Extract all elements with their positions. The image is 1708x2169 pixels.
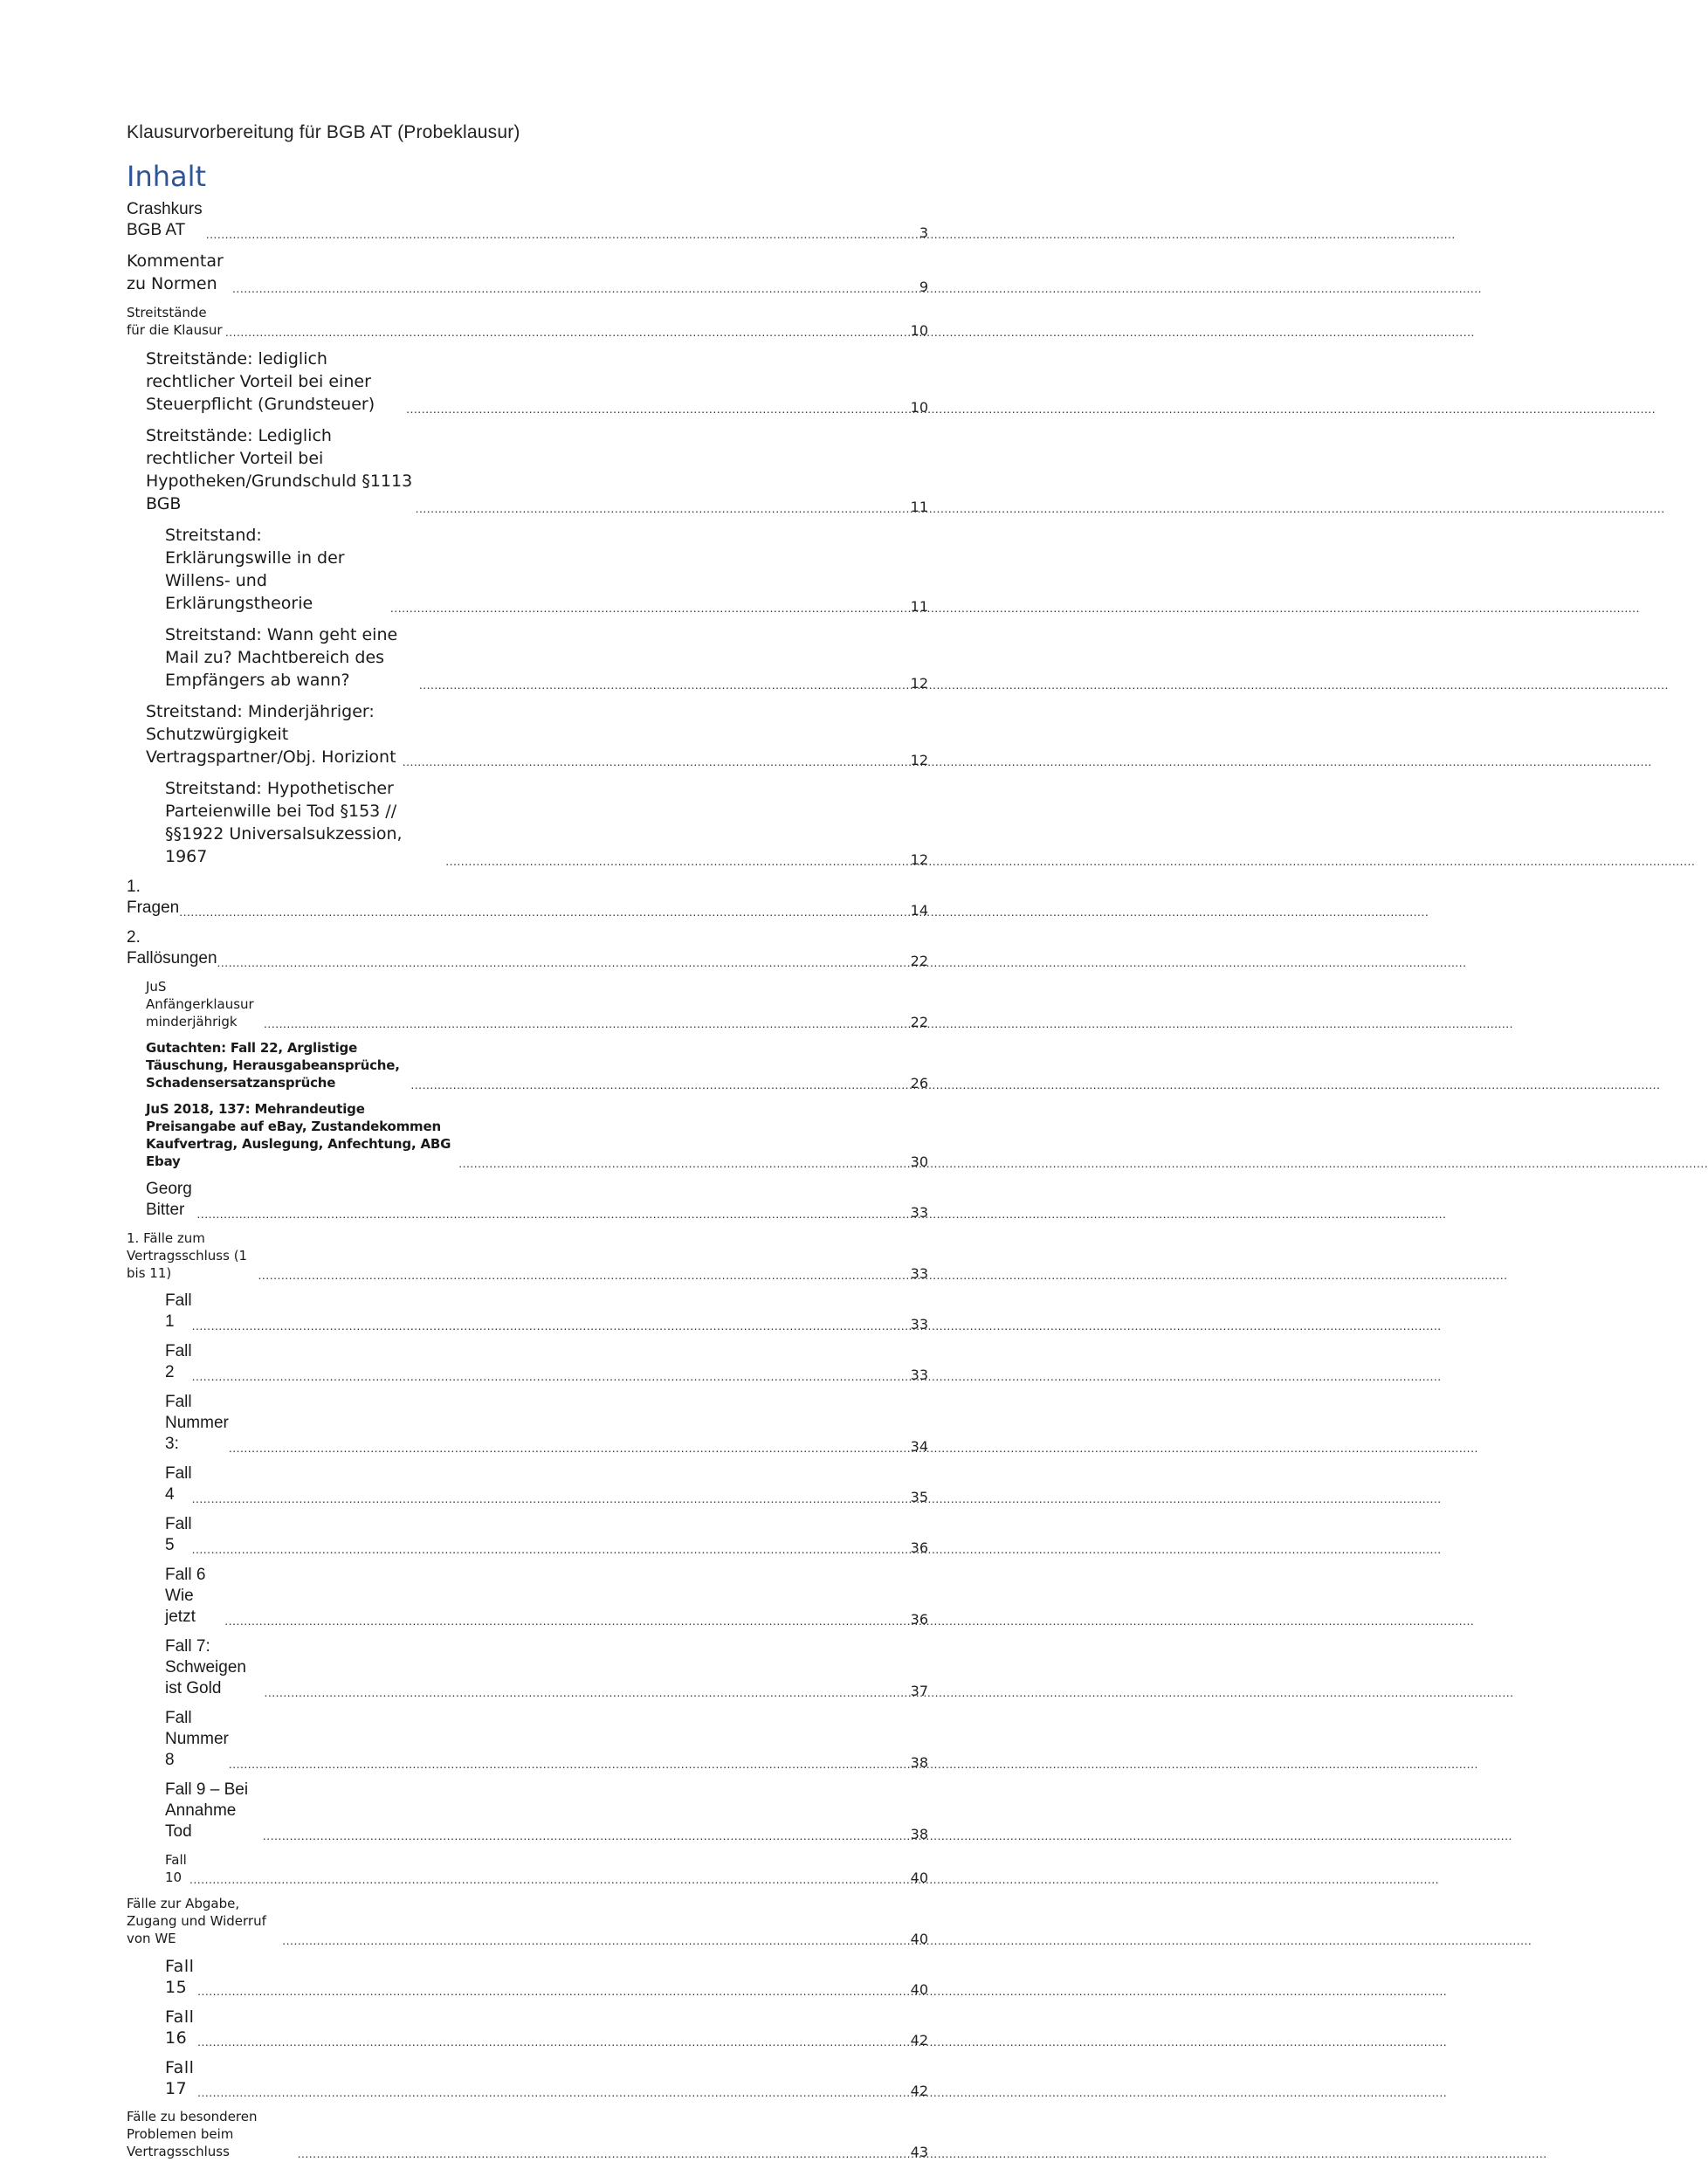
- toc-entry-title[interactable]: Crashkurs BGB AT: [127, 200, 203, 239]
- toc-dot-leader: [189, 1872, 910, 1886]
- toc-entry[interactable]: [127, 978, 928, 1030]
- toc-entry-title[interactable]: Fälle zu besonderen Problemen beim Vertragsschluss: [127, 2109, 258, 2159]
- toc-page-number[interactable]: 11: [910, 499, 928, 515]
- toc-dot-leader: [403, 754, 910, 768]
- toc-entry[interactable]: [127, 1851, 928, 1886]
- toc-dot-leader: [445, 854, 909, 868]
- toc-page-number[interactable]: 11: [910, 598, 928, 615]
- toc-dot-leader: [197, 2035, 910, 2048]
- toc-page-number[interactable]: 38: [910, 1754, 928, 1771]
- toc-dot-leader: [197, 1984, 910, 1998]
- toc-dot-leader: [282, 1933, 909, 1947]
- toc-dot-leader: [192, 1491, 910, 1505]
- toc-dot-leader: [192, 1542, 910, 1556]
- toc-entry[interactable]: [127, 700, 928, 768]
- toc-entry[interactable]: [127, 2108, 928, 2160]
- toc-dot-leader: [179, 905, 909, 919]
- toc-entry-title[interactable]: 1. Fälle zum Vertragsschluss (1 bis 11): [127, 1230, 248, 1281]
- toc-entry-title[interactable]: Fall 2: [165, 1342, 192, 1381]
- toc-page-number[interactable]: 10: [910, 322, 928, 339]
- table-of-contents: [127, 199, 928, 2160]
- toc-entry[interactable]: [127, 1895, 928, 1947]
- toc-entry-title[interactable]: Fall 9 – Bei Annahme Tod: [165, 1780, 249, 1841]
- toc-page-number[interactable]: 38: [910, 1826, 928, 1842]
- toc-page-number[interactable]: 42: [910, 2083, 928, 2099]
- toc-heading: Inhalt: [127, 160, 207, 193]
- toc-entry-title[interactable]: Streitstand: Wann geht eine Mail zu? Machtbereich des Empfängers ab wann?: [165, 625, 398, 690]
- toc-entry-title[interactable]: Fall Nummer 3:: [165, 1393, 229, 1453]
- toc-dot-leader: [225, 325, 910, 339]
- toc-dot-leader: [192, 1319, 910, 1332]
- toc-entry-title[interactable]: Fall 5: [165, 1515, 192, 1554]
- toc-page-number[interactable]: 37: [910, 1683, 928, 1699]
- toc-dot-leader: [217, 955, 910, 969]
- toc-entry-title[interactable]: Streitstände: Lediglich rechtlicher Vorteil bei Hypotheken/Grundschuld §1113 BGB: [146, 426, 413, 513]
- toc-page-number[interactable]: 12: [910, 851, 928, 868]
- toc-dot-leader: [298, 2146, 910, 2160]
- toc-page-number[interactable]: 34: [910, 1438, 928, 1455]
- toc-page-number[interactable]: 30: [910, 1153, 928, 1170]
- document-title: Klausurvorbereitung für BGB AT (Probeklausur): [127, 122, 520, 142]
- toc-dot-leader: [197, 2085, 910, 2099]
- toc-entry[interactable]: [127, 304, 928, 339]
- toc-entry-title[interactable]: Gutachten: Fall 22, Arglistige Täuschung, Herausgabeansprüche, Schadensersatzansprüche: [146, 1040, 400, 1091]
- toc-dot-leader: [410, 1078, 909, 1091]
- toc-dot-leader: [192, 1369, 910, 1383]
- toc-entry-title[interactable]: Fall Nummer 8: [165, 1709, 229, 1769]
- toc-entry-title[interactable]: Kommentar zu Normen: [127, 251, 224, 293]
- toc-entry[interactable]: [127, 1956, 928, 1998]
- toc-dot-leader: [416, 501, 910, 515]
- toc-entry[interactable]: [127, 348, 928, 416]
- toc-entry-title[interactable]: Streitstand: Minderjähriger: Schutzwürgigkeit Vertragspartner/Obj. Horiziont: [146, 702, 396, 767]
- toc-page-number[interactable]: 42: [910, 2032, 928, 2048]
- toc-entry[interactable]: [127, 1565, 928, 1628]
- toc-dot-leader: [406, 402, 910, 416]
- toc-page-number[interactable]: 40: [910, 1869, 928, 1886]
- toc-entry-title[interactable]: Fall 15: [165, 1957, 195, 1997]
- toc-page-number[interactable]: 12: [910, 675, 928, 692]
- toc-entry[interactable]: [127, 1291, 928, 1332]
- toc-entry-title[interactable]: Fall 1: [165, 1291, 192, 1331]
- toc-entry[interactable]: [127, 623, 928, 692]
- toc-entry[interactable]: [127, 1514, 928, 1556]
- toc-page-number[interactable]: 35: [910, 1489, 928, 1505]
- toc-dot-leader: [229, 1757, 910, 1771]
- toc-entry[interactable]: [127, 1780, 928, 1842]
- toc-entry-title[interactable]: JuS Anfängerklausur minderjährigk: [146, 979, 254, 1029]
- toc-entry-title[interactable]: 1. Fragen: [127, 878, 180, 917]
- toc-dot-leader: [206, 227, 919, 241]
- toc-page-number[interactable]: 12: [910, 752, 928, 768]
- toc-entry[interactable]: [127, 250, 928, 295]
- toc-entry-title[interactable]: Fall 10: [165, 1852, 187, 1885]
- toc-entry[interactable]: [127, 1636, 928, 1699]
- toc-entry-title[interactable]: Georg Bitter: [146, 1180, 192, 1219]
- document-page: [127, 122, 928, 2169]
- toc-entry[interactable]: [127, 2057, 928, 2099]
- toc-page-number[interactable]: 33: [910, 1367, 928, 1383]
- toc-entry[interactable]: [127, 199, 928, 241]
- toc-page-number[interactable]: 40: [910, 1981, 928, 1998]
- toc-page-number[interactable]: 36: [910, 1539, 928, 1556]
- toc-page-number[interactable]: 33: [910, 1204, 928, 1221]
- toc-page-number[interactable]: 22: [910, 1014, 928, 1030]
- toc-entry-title[interactable]: Streitstände: lediglich rechtlicher Vorteil bei einer Steuerpflicht (Grundsteuer): [146, 349, 375, 414]
- toc-page-number[interactable]: 22: [910, 953, 928, 969]
- toc-entry[interactable]: [127, 1229, 928, 1282]
- toc-entry[interactable]: [127, 877, 928, 919]
- toc-dot-leader: [264, 1685, 909, 1699]
- toc-entry-title[interactable]: 2. Fallösungen: [127, 928, 217, 967]
- toc-dot-leader: [263, 1828, 910, 1842]
- toc-entry-title[interactable]: Fall 7: Schweigen ist Gold: [165, 1637, 246, 1697]
- toc-entry[interactable]: [127, 2007, 928, 2048]
- toc-page-number[interactable]: 10: [910, 399, 928, 416]
- toc-dot-leader: [419, 678, 910, 692]
- toc-entry[interactable]: [127, 1100, 928, 1170]
- toc-entry[interactable]: [127, 927, 928, 969]
- toc-page-number[interactable]: 43: [910, 2144, 928, 2160]
- toc-entry-title[interactable]: Streitstand: Erklärungswille in der Willens- und Erklärungstheorie: [165, 526, 345, 613]
- toc-dot-leader: [258, 1268, 910, 1282]
- toc-page-number[interactable]: 3: [919, 224, 928, 241]
- toc-dot-leader: [224, 1614, 909, 1628]
- toc-entry-title[interactable]: JuS 2018, 137: Mehrandeutige Preisangabe auf eBay, Zustandekommen Kaufvertrag, Auslegung, Anfechtung, ABG Ebay: [146, 1101, 451, 1169]
- toc-dot-leader: [264, 1016, 910, 1030]
- toc-page-number[interactable]: 26: [910, 1075, 928, 1091]
- toc-entry-title[interactable]: Fall 4: [165, 1464, 192, 1504]
- toc-entry[interactable]: [127, 1039, 928, 1091]
- toc-entry[interactable]: [127, 1179, 928, 1221]
- toc-page-number[interactable]: 40: [910, 1931, 928, 1947]
- toc-entry[interactable]: [127, 1392, 928, 1455]
- toc-entry[interactable]: [127, 524, 928, 615]
- toc-entry[interactable]: [127, 1708, 928, 1771]
- toc-entry[interactable]: [127, 1463, 928, 1505]
- toc-entry[interactable]: [127, 777, 928, 868]
- toc-dot-leader: [229, 1441, 910, 1455]
- toc-page-number[interactable]: 9: [919, 279, 928, 295]
- toc-entry-title[interactable]: Fall 6 Wie jetzt: [165, 1566, 206, 1626]
- toc-page-number[interactable]: 33: [910, 1265, 928, 1282]
- toc-entry-title[interactable]: Streitstand: Hypothetischer Parteienwille bei Tod §153 // §§1922 Universalsukzession, 1967: [165, 779, 403, 866]
- toc-dot-leader: [232, 281, 919, 295]
- toc-dot-leader: [196, 1207, 909, 1221]
- toc-entry[interactable]: [127, 424, 928, 515]
- toc-dot-leader: [390, 601, 910, 615]
- toc-dot-leader: [458, 1156, 909, 1170]
- toc-entry-title[interactable]: Fälle zur Abgabe, Zugang und Widerruf von WE: [127, 1896, 266, 1946]
- toc-page-number[interactable]: 36: [910, 1611, 928, 1628]
- toc-entry-title[interactable]: Fall 16: [165, 2007, 195, 2048]
- toc-page-number[interactable]: 33: [910, 1316, 928, 1332]
- toc-page-number[interactable]: 14: [910, 902, 928, 919]
- toc-entry-title[interactable]: Streitstände für die Klausur: [127, 305, 223, 338]
- toc-entry[interactable]: [127, 1341, 928, 1383]
- toc-entry-title[interactable]: Fall 17: [165, 2058, 195, 2098]
